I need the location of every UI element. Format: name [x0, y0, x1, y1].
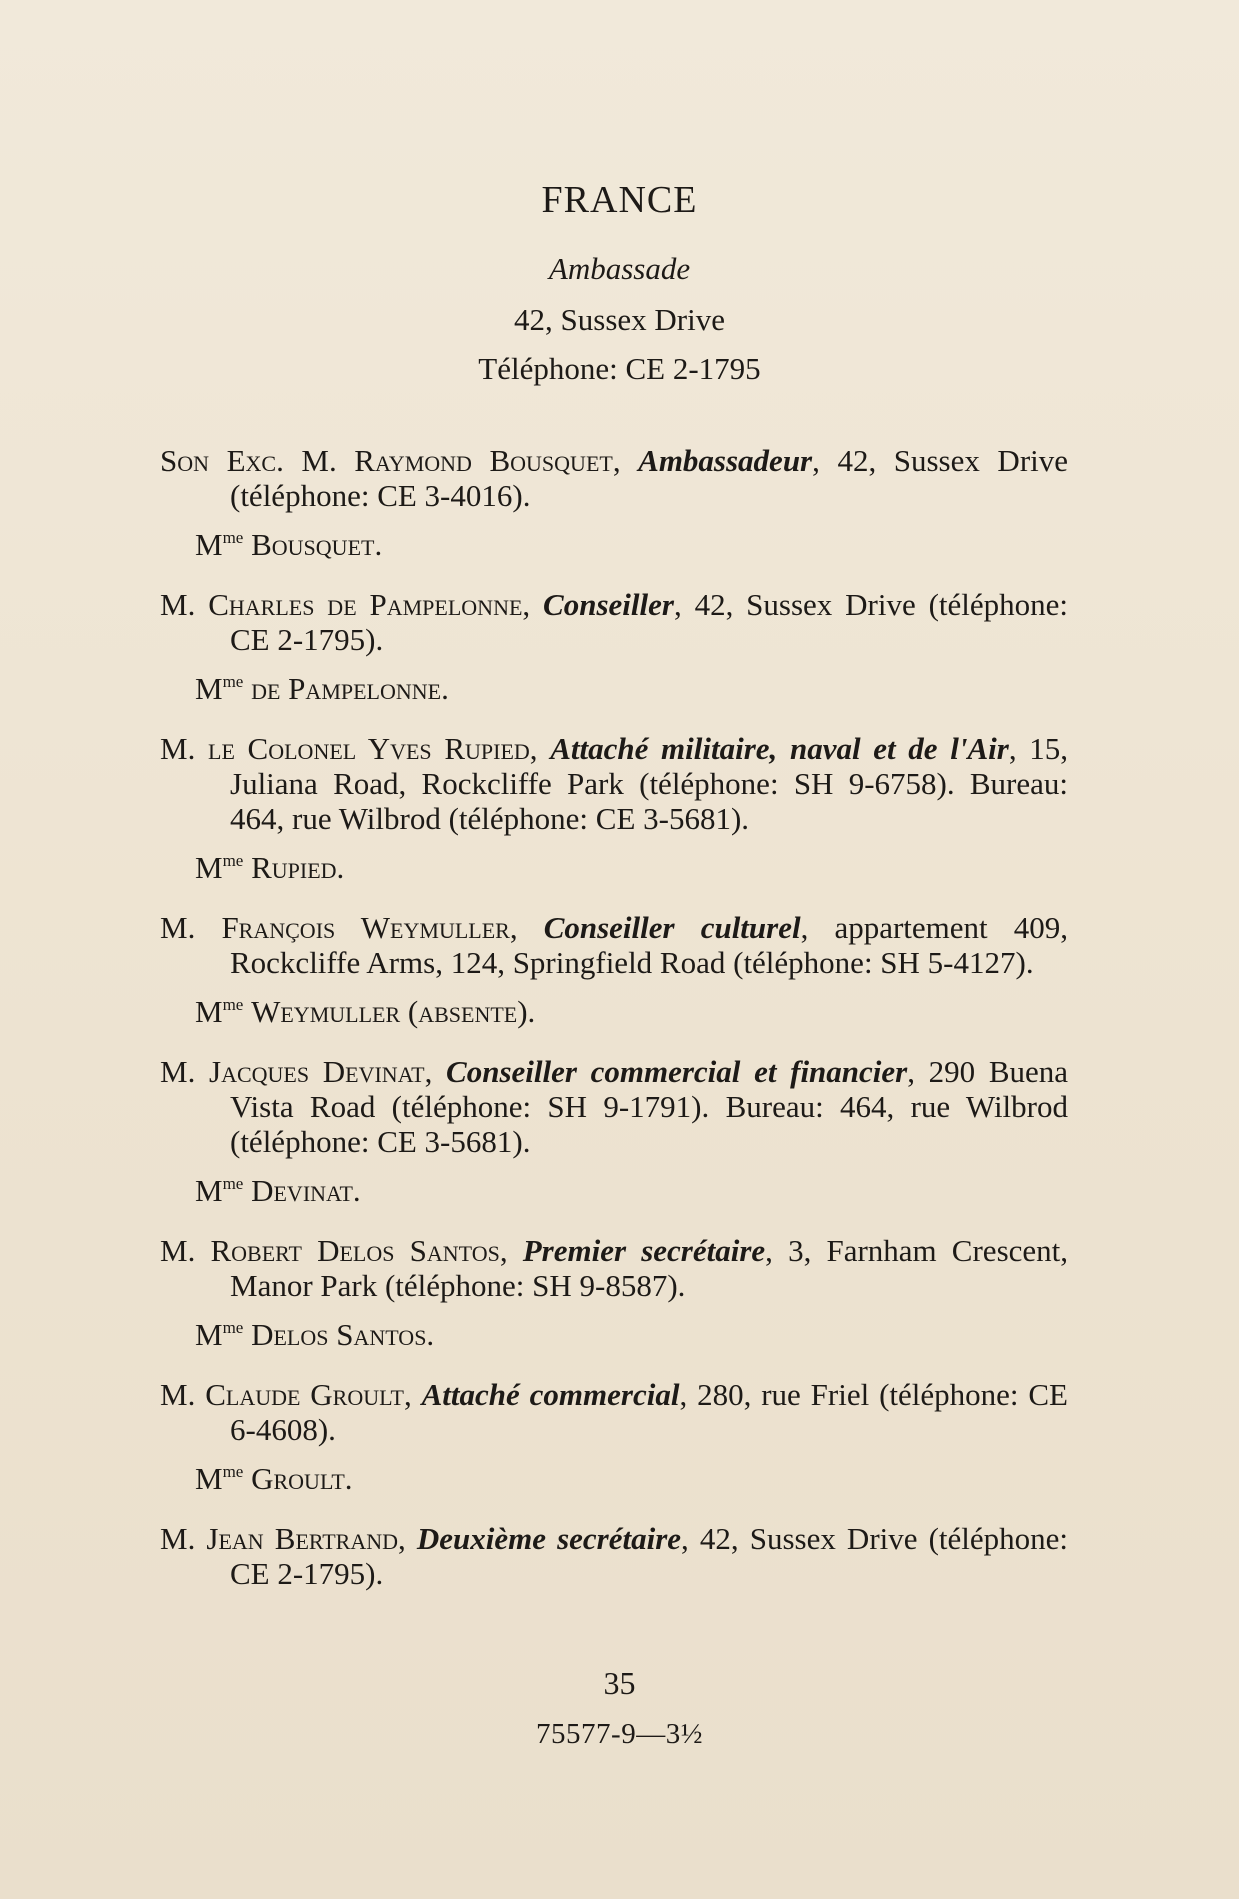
staff-name: François Weymuller — [221, 910, 510, 945]
staff-name: Raymond Bousquet — [354, 443, 613, 478]
spouse-line — [160, 843, 1068, 885]
spouse-line — [160, 1166, 1068, 1208]
spouse-line — [160, 1310, 1068, 1352]
spouse-name: Rupied. — [251, 850, 345, 885]
spouse-prefix: M — [195, 1317, 223, 1352]
staff-details: appartement 409, Rockcliffe Arms, 124, Springfield Road (téléphone: SH 5-4127). — [230, 910, 1069, 980]
staff-prefix: M. — [160, 587, 196, 622]
staff-name: le Colonel Yves Rupied — [208, 731, 530, 766]
staff-entry-main: M. le Colonel Yves Rupied, Attaché militaire, naval et de l'Air, 15, Juliana Road, Rockcliffe Park (téléphone: SH 9-6758). Bureau: 464, rue Wilbrod (téléphone: CE 3-5681). — [160, 731, 1068, 836]
staff-details: 42, Sussex Drive (téléphone: CE 2-1795). — [230, 587, 1069, 657]
staff-title: Conseiller culturel — [543, 910, 801, 945]
staff-prefix: M. — [160, 1377, 196, 1412]
staff-entry-main: M. François Weymuller, Conseiller culturel, appartement 409, Rockcliffe Arms, 124, Springfield Road (téléphone: SH 5-4127). — [160, 910, 1069, 980]
staff-name: Jean Bertrand — [206, 1521, 399, 1556]
spouse-prefix-sup: me — [222, 672, 244, 691]
spouse-prefix: M — [195, 1461, 223, 1496]
staff-prefix: M. — [160, 1521, 196, 1556]
spouse-prefix-sup: me — [222, 1174, 244, 1193]
spouse-prefix-sup: me — [222, 995, 244, 1014]
country-heading: FRANCE — [541, 179, 698, 221]
staff-entry-main: Son Exc. M. Raymond Bousquet, Ambassadeur, 42, Sussex Drive (téléphone: CE 3-4016). — [160, 443, 1069, 513]
staff-entry-main: M. Jacques Devinat, Conseiller commercial et financier, 290 Buena Vista Road (téléphone: SH 9-1791). Bureau: 464, rue Wilbrod (téléphone: CE 3-5681). — [160, 1054, 1069, 1159]
staff-entry-main: M. Jean Bertrand, Deuxième secrétaire, 42, Sussex Drive (téléphone: CE 2-1795). — [160, 1521, 1069, 1591]
spouse-name: Weymuller (absente). — [251, 994, 536, 1029]
spouse-prefix: M — [195, 994, 223, 1029]
staff-title: Premier secrétaire — [522, 1233, 766, 1268]
staff-title: Attaché commercial — [421, 1377, 680, 1412]
spouse-name: de Pampelonne. — [251, 671, 449, 706]
staff-details: 42, Sussex Drive (téléphone: CE 2-1795). — [230, 1521, 1069, 1591]
staff-name: Charles de Pampelonne — [208, 587, 523, 622]
spouse-prefix: M — [195, 850, 223, 885]
staff-name: Robert Delos Santos — [210, 1233, 500, 1268]
staff-entry — [160, 1054, 1068, 1208]
spouse-name: Delos Santos. — [251, 1317, 435, 1352]
staff-details: 42, Sussex Drive (téléphone: CE 3-4016). — [230, 443, 1069, 513]
spouse-name: Devinat. — [251, 1173, 361, 1208]
staff-list — [160, 443, 1068, 1616]
staff-details: 290 Buena Vista Road (téléphone: SH 9-1791). Bureau: 464, rue Wilbrod (téléphone: CE 3-5681). — [230, 1054, 1069, 1159]
staff-details: 3, Farnham Crescent, Manor Park (téléphone: SH 9-8587). — [230, 1233, 1069, 1303]
spouse-prefix-sup: me — [222, 1318, 244, 1337]
spouse-line — [160, 664, 1068, 706]
staff-title: Ambassadeur — [638, 443, 813, 478]
staff-name: Jacques Devinat — [209, 1054, 425, 1089]
mission-phone: Téléphone: CE 2-1795 — [478, 351, 761, 386]
staff-entry — [160, 731, 1068, 885]
staff-prefix: M. — [160, 910, 196, 945]
staff-prefix: M. — [160, 1054, 196, 1089]
spouse-line — [160, 987, 1068, 1029]
staff-entry — [160, 910, 1068, 1029]
page-number: 35 — [603, 1665, 636, 1701]
staff-details: 280, rue Friel (téléphone: CE 6-4608). — [230, 1377, 1068, 1447]
printer-signature: 75577-9—3½ — [536, 1718, 703, 1750]
spouse-prefix: M — [195, 671, 223, 706]
staff-entry-main: M. Charles de Pampelonne, Conseiller, 42, Sussex Drive (téléphone: CE 2-1795). — [160, 587, 1069, 657]
staff-entry — [160, 587, 1068, 706]
staff-details: 15, Juliana Road, Rockcliffe Park (téléphone: SH 9-6758). Bureau: 464, rue Wilbrod (téléphone: CE 3-5681). — [230, 731, 1068, 836]
spouse-prefix: M — [195, 1173, 223, 1208]
staff-title: Deuxième secrétaire — [416, 1521, 682, 1556]
staff-entry-main: M. Claude Groult, Attaché commercial, 280, rue Friel (téléphone: CE 6-4608). — [160, 1377, 1068, 1447]
staff-title: Conseiller commercial et financier — [446, 1054, 908, 1089]
mission-type: Ambassade — [548, 251, 691, 286]
staff-prefix: M. — [160, 731, 196, 766]
spouse-prefix-sup: me — [222, 851, 244, 870]
staff-name: Claude Groult — [205, 1377, 404, 1412]
staff-entry — [160, 1377, 1068, 1496]
spouse-name: Groult. — [251, 1461, 353, 1496]
spouse-line — [160, 1454, 1068, 1496]
staff-prefix: Son Exc. M. — [160, 443, 337, 478]
mission-address: 42, Sussex Drive — [514, 302, 725, 337]
spouse-name: Bousquet. — [251, 527, 383, 562]
spouse-prefix-sup: me — [222, 528, 244, 547]
staff-title: Conseiller — [543, 587, 674, 622]
staff-entry — [160, 443, 1068, 562]
staff-entry — [160, 1233, 1068, 1352]
spouse-line — [160, 520, 1068, 562]
staff-entry-main: M. Robert Delos Santos, Premier secrétaire, 3, Farnham Crescent, Manor Park (téléphone: SH 9-8587). — [160, 1233, 1069, 1303]
spouse-prefix: M — [195, 527, 223, 562]
spouse-prefix-sup: me — [222, 1462, 244, 1481]
staff-prefix: M. — [160, 1233, 196, 1268]
staff-entry — [160, 1521, 1068, 1591]
staff-title: Attaché militaire, naval et de l'Air — [550, 731, 1009, 766]
